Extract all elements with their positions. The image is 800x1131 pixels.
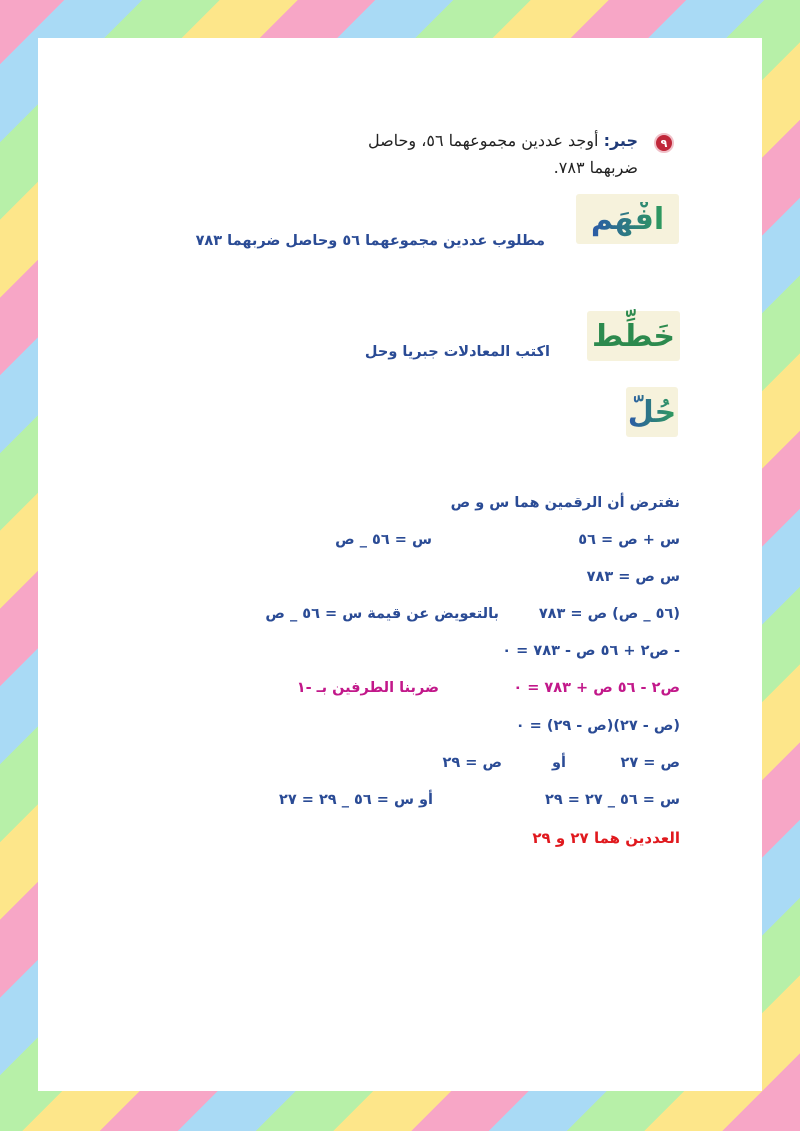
equation-8-left: س = ٥٦ _ ٢٧ = ٢٩ [545, 792, 680, 808]
final-answer: العددين هما ٢٧ و ٢٩ [532, 829, 680, 847]
equation-1-left: س + ص = ٥٦ [578, 532, 680, 548]
question-number-badge [654, 133, 674, 153]
plan-badge [587, 311, 680, 361]
equation-8-right: أو س = ٥٦ _ ٢٩ = ٢٧ [278, 792, 433, 808]
equation-3-right: بالتعويض عن قيمة س = ٥٦ _ ص [265, 606, 499, 622]
understand-label: افْهَم [590, 201, 665, 237]
equation-7-or: أو [552, 755, 566, 771]
equation-6: (ص - ٢٧)(ص - ٢٩) = ٠ [515, 718, 680, 734]
equation-5-right: ضربنا الطرفين بـ -١ [296, 680, 439, 696]
equation-2: س ص = ٧٨٣ [586, 569, 680, 585]
question-line-1 [368, 131, 638, 150]
solve-badge [626, 387, 678, 437]
understand-badge [576, 194, 679, 244]
equation-4: - ص٢ + ٥٦ ص - ٧٨٣ = ٠ [502, 643, 680, 659]
question-text-1: أوجد عددين مجموعهما ٥٦، وحاصل [367, 131, 599, 150]
plan-label: خَطِّط [592, 318, 675, 354]
plan-note: اكتب المعادلات جبريا وحل [364, 344, 550, 360]
worksheet-page [38, 38, 762, 1091]
question-keyword: جبر: [603, 131, 638, 150]
understand-note: مطلوب عددين مجموعهما ٥٦ وحاصل ضربهما ٧٨٣ [195, 233, 545, 249]
equation-5-left: ص٢ - ٥٦ ص + ٧٨٣ = ٠ [513, 680, 680, 696]
solve-label: حُلّ [627, 394, 677, 430]
equation-7-left: ص = ٢٧ [620, 755, 680, 771]
equation-7-right: ص = ٢٩ [442, 755, 502, 771]
equation-3-left: (٥٦ _ ص) ص = ٧٨٣ [538, 606, 680, 622]
equation-1-right: س = ٥٦ _ ص [335, 532, 432, 548]
question-line-2: ضربهما ٧٨٣. [553, 158, 638, 177]
solution-assumption: نفترض أن الرقمين هما س و ص [450, 495, 680, 511]
question-number: ٩ [660, 136, 668, 150]
